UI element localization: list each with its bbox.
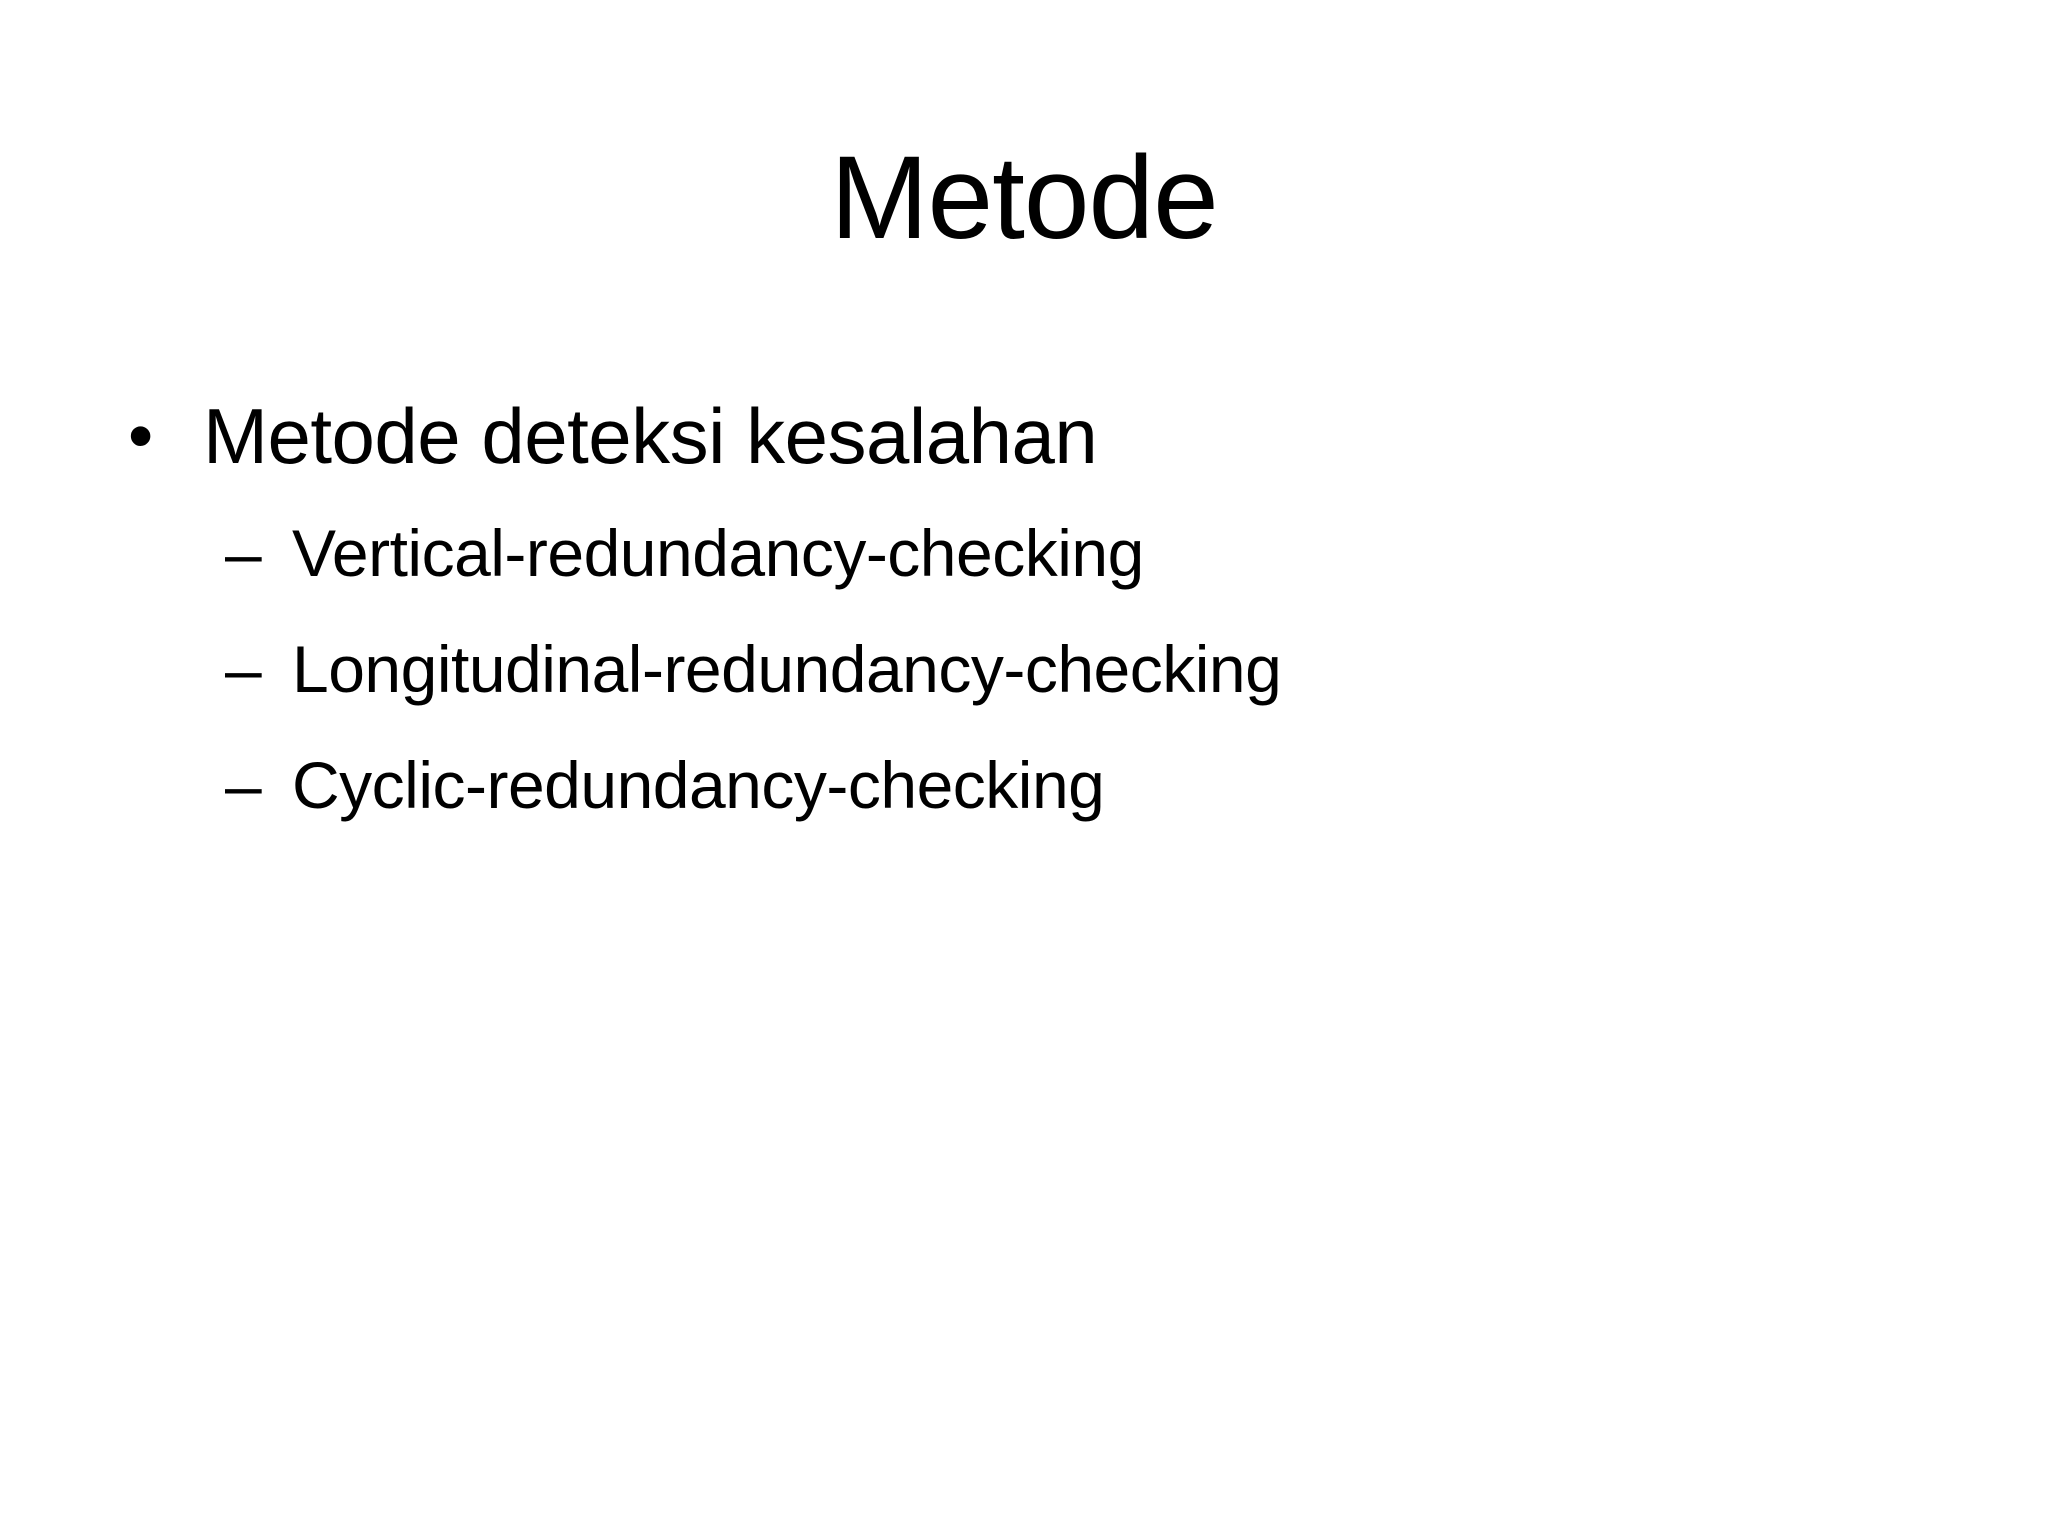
sub-item-cyclic-redundancy-checking <box>0 740 2048 830</box>
sub-item-text: Longitudinal-redundancy-checking <box>292 632 1282 706</box>
bullet-marker: • <box>128 396 154 476</box>
bullet-text: Metode deteksi kesalahan <box>203 392 1098 480</box>
sub-item-marker: – <box>225 748 262 822</box>
sub-item-marker: – <box>225 516 262 590</box>
sub-item-text: Vertical-redundancy-checking <box>292 516 1144 590</box>
sub-item-text: Cyclic-redundancy-checking <box>292 748 1105 822</box>
sub-item-marker: – <box>225 632 262 706</box>
sub-item-vertical-redundancy-checking <box>0 508 2048 598</box>
bullet-item <box>0 386 2048 486</box>
slide-title: Metode <box>830 132 1218 264</box>
sub-item-longitudinal-redundancy-checking <box>0 624 2048 714</box>
